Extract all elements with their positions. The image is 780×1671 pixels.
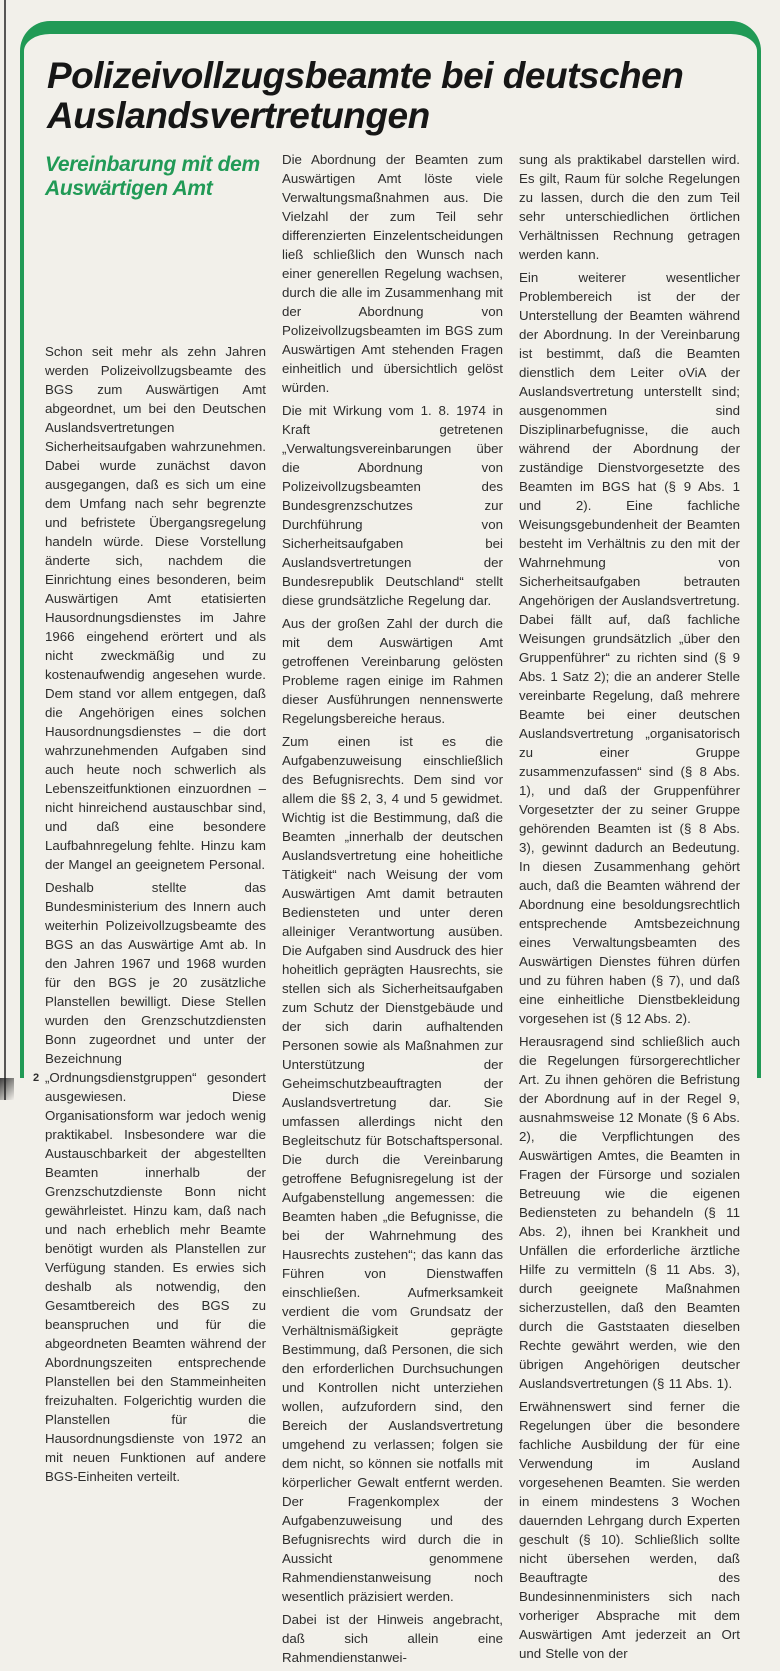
- paragraph: Ein weiterer wesentlicher Problembereich ist der der Unterstellung der Beamten während der Abordnung. In der Vereinbarung ist bestimmt, daß die Beamten dienstlich dem Leiter oViA der Auslandsvertretung unterstellt sind; ausgenommen sind Disziplinarbefugnisse, die auch während der Abordnung der zuständige Dienstvorgesetzte des Beamten im BGS hat (§ 9 Abs. 1 und 2). Eine fachliche Weisungsgebundenheit der Beamten besteht im Verhältnis zu den mit der Wahrnehmung von Sicherheitsaufgaben betrauten Angehörigen der Auslandsvertretung. Dabei fällt auf, daß fachliche Weisungen grundsätzlich „über den Gruppenführer“ zu richten sind (§ 9 Abs. 1 Satz 2); die an anderer Stelle vereinbarte Regelung, daß mehrere Beamte bei einer deutschen Auslandsvertretung „organisatorisch zu einer Gruppe zusammenzufassen“ sind (§ 8 Abs. 1), und daß der Gruppenführer Vorgesetzter der zu seiner Gruppe gehörenden Beamten ist (§ 8 Abs. 3), gewinnt dadurch an Bedeutung. In diesen Zusammenhang gehört auch, daß die Beamten während der Abordnung eine besoldungsrechtlich entsprechende Amtsbezeichnung eines Verwaltungsbeamten des Auswärtigen Dienstes führen dürfen und zu führen haben (§ 7), und daß eine einheitliche Dienstbekleidung vorgesehen ist (§ 12 Abs. 2).: [519, 270, 740, 1026]
- column-2-text: [282, 150, 503, 1667]
- paragraph: Aus der großen Zahl der durch die mit dem Auswärtigen Amt getroffenen Vereinbarung gelösten Probleme ragen einige im Rahmen dieser Ausführungen nennenswerte Regelungsbereiche heraus.: [282, 616, 503, 726]
- scan-corner-artifact: [0, 1078, 14, 1100]
- article-title-line2: Auslandsvertretungen: [47, 95, 430, 136]
- paragraph: Deshalb stellte das Bundesministerium des Innern auch weiterhin Polizeivollzugsbeamte des BGS an das Auswärtige Amt ab. In den Jahren 1967 und 1968 wurden für den BGS je 20 zusätzliche Planstellen bewilligt. Diese Stellen wurden den Grenzschutzdiensten Bonn zugeordnet und unter der Bezeichnung „Ordnungsdienstgruppen“ gesondert ausgewiesen. Diese Organisationsform war jedoch wenig praktikabel. Insbesondere war die Austauschbarkeit der abgestellten Beamten innerhalb der Grenzschutzdienste Bonn nicht gewährleistet. Hinzu kam, daß nach und nach erheblich mehr Beamte benötigt wurden als Planstellen zur Verfügung standen. Es erwies sich deshalb als notwendig, den Gesamtbereich des BGS zu beanspruchen und für die abgeordneten Beamten während der Abordnungszeiten entsprechende Planstellen bei den Stammeinheiten freizuhalten. Folgerichtig wurden die Planstellen für die Hausordnungsdienste von 1972 an mit neuen Funktionen auf andere BGS-Einheiten verteilt.: [45, 880, 266, 1484]
- paragraph: Erwähnenswert sind ferner die Regelungen über die besondere fachliche Ausbildung der für eine Verwendung im Ausland vorgesehenen Beamten. Sie werden in einem mindestens 3 Wochen dauernden Lehrgang durch Experten geschult (§ 10). Schließlich sollte nicht übersehen werden, daß Beauftragte des Bundesinnenministers sich nach vorheriger Absprache mit dem Auswärtigen Amt jederzeit an Ort und Stelle von der: [519, 1399, 740, 1661]
- paragraph: sung als praktikabel darstellen wird. Es gilt, Raum für solche Regelungen zu lassen, durch die den zum Teil sehr unterschiedlichen örtlichen Verhältnissen Rechnung getragen werden kann.: [519, 152, 740, 262]
- paragraph: Die mit Wirkung vom 1. 8. 1974 in Kraft getretenen „Verwaltungsvereinbarungen über die Abordnung von Polizeivollzugsbeamten des Bundesgrenzschutzes zur Durchführung von Sicherheitsaufgaben bei Auslandsvertretungen der Bundesrepublik Deutschland“ stellt diese grundsätzliche Regelung dar.: [282, 403, 503, 608]
- column-3: [519, 150, 740, 1671]
- scan-edge-artifact: [4, 0, 6, 1100]
- paragraph: Zum einen ist es die Aufgabenzuweisung einschließlich des Befugnisrechts. Dem sind vor allem die §§ 2, 3, 4 und 5 gewidmet. Wichtig ist die Bestimmung, daß die Beamten „innerhalb der deutschen Auslandsvertretung eine hoheitliche Tätigkeit“ nach Weisung der vom Auswärtigen Amt damit betrauten Bediensteten und unter deren alleiniger Verantwortung ausüben. Die Aufgaben sind Ausdruck des hier hoheitlich geprägten Hausrechts, sie stellen sich als Sicherheitsaufgaben zum Schutz der Dienstgebäude und der sich darin aufhaltenden Personen sowie als Maßnahmen zur Unterstützung der Geheimschutzbeauftragten der Auslandsvertretung dar. Sie umfassen allerdings nicht den Begleitschutz für Botschaftspersonal. Die durch die Vereinbarung getroffene Befugnisregelung ist der Aufgabenstellung angemessen: die Beamten haben „die Befugnisse, die bei der Wahrnehmung des Hausrechts zustehen“; das kann das Führen von Dienstwaffen einschließen. Aufmerksamkeit verdient die vom Grundsatz der Verhältnismäßigkeit geprägte Bestimmung, daß Personen, die sich den erforderlichen Durchsuchungen und Kontrollen nicht unterziehen wollen, aufzufordern sind, den Bereich der Auslandsvertretung umgehend zu verlassen; folgen sie dem nicht, so können sie notfalls mit körperlicher Gewalt entfernt werden. Der Fragenkomplex der Aufgabenzuweisung und des Befugnisrechts wird durch die in Aussicht genommene Rahmendienstanweisung noch wesentlich präzisiert werden.: [282, 734, 503, 1604]
- paragraph: Herausragend sind schließlich auch die Regelungen fürsorgerechtlicher Art. Zu ihnen gehören die Befristung der Abordnung auf in der Regel 9, ausnahmsweise 12 Monate (§ 6 Abs. 2), die Verpflichtungen des Auswärtigen Amtes, die Beamten in Fragen der Fürsorge und sozialen Betreuung wie die eigenen Bediensteten zu behandeln (§ 11 Abs. 2), ihnen bei Krankheit und Unfällen die erforderliche ärztliche Hilfe zu vermitteln (§ 11 Abs. 3), durch geeignete Maßnahmen sicherzustellen, daß den Beamten durch die Gaststaaten dieselben Rechte gewährt werden, wie den übrigen Angehörigen deutscher Auslandsvertretungen (§ 11 Abs. 1).: [519, 1034, 740, 1391]
- page-number: 2: [33, 1072, 40, 1084]
- article-subtitle: [45, 153, 266, 201]
- column-2: [282, 150, 503, 1671]
- paragraph: Die Abordnung der Beamten zum Auswärtigen Amt löste viele Verwaltungsmaßnahmen aus. Die Vielzahl der zum Teil sehr differenzierten Einzelentscheidungen ließ schließlich den Wunsch nach einer generellen Regelung wachsen, durch die alle im Zusammenhang mit der Abordnung von Polizeivollzugsbeamten im BGS zum Auswärtigen Amt stehenden Fragen einheitlich und übersichtlich gelöst würden.: [282, 152, 503, 395]
- column-3-text: [519, 150, 740, 1663]
- paragraph: Schon seit mehr als zehn Jahren werden Polizeivollzugsbeamte des BGS zum Auswärtigen Amt abgeordnet, um bei den Deutschen Auslandsvertretungen Sicherheitsaufgaben wahrzunehmen. Dabei wurde zunächst davon ausgegangen, daß es sich um eine dem Umfang nach sehr begrenzte und befristete Übergangsregelung handeln würde. Diese Vorstellung änderte sich, nachdem die Einrichtung eines besonderen, beim Auswärtigen Amt etatisierten Hausordnungsdienstes im Jahre 1966 eingehend erörtert und als nicht zweckmäßig und zu kostenaufwendig angesehen wurde. Dem stand vor allem entgegen, daß die Angehörigen eines solchen Hausordnungsdienstes – die dort wahrzunehmenden Aufgaben sind auch heute noch schwerlich als Lebenszeitfunktionen einzuordnen – nicht hinreichend austauschbar sind, und daß eine besondere Laufbahnregelung fehlte. Hinzu kam der Mangel an geeignetem Personal.: [45, 344, 266, 872]
- article-subtitle-line1: Vereinbarung mit dem: [45, 153, 260, 176]
- article-subtitle-line2: Auswärtigen Amt: [45, 177, 213, 200]
- page-frame: [20, 21, 761, 1665]
- article-columns: [45, 150, 740, 1671]
- column-1-text: [45, 342, 266, 1486]
- column-1: [45, 150, 266, 1671]
- article-title-line1: Polizeivollzugsbeamte bei deutschen: [47, 55, 684, 96]
- article-title: [47, 56, 740, 136]
- paragraph: Dabei ist der Hinweis angebracht, daß sich allein eine Rahmendienstanwei-: [282, 1612, 503, 1665]
